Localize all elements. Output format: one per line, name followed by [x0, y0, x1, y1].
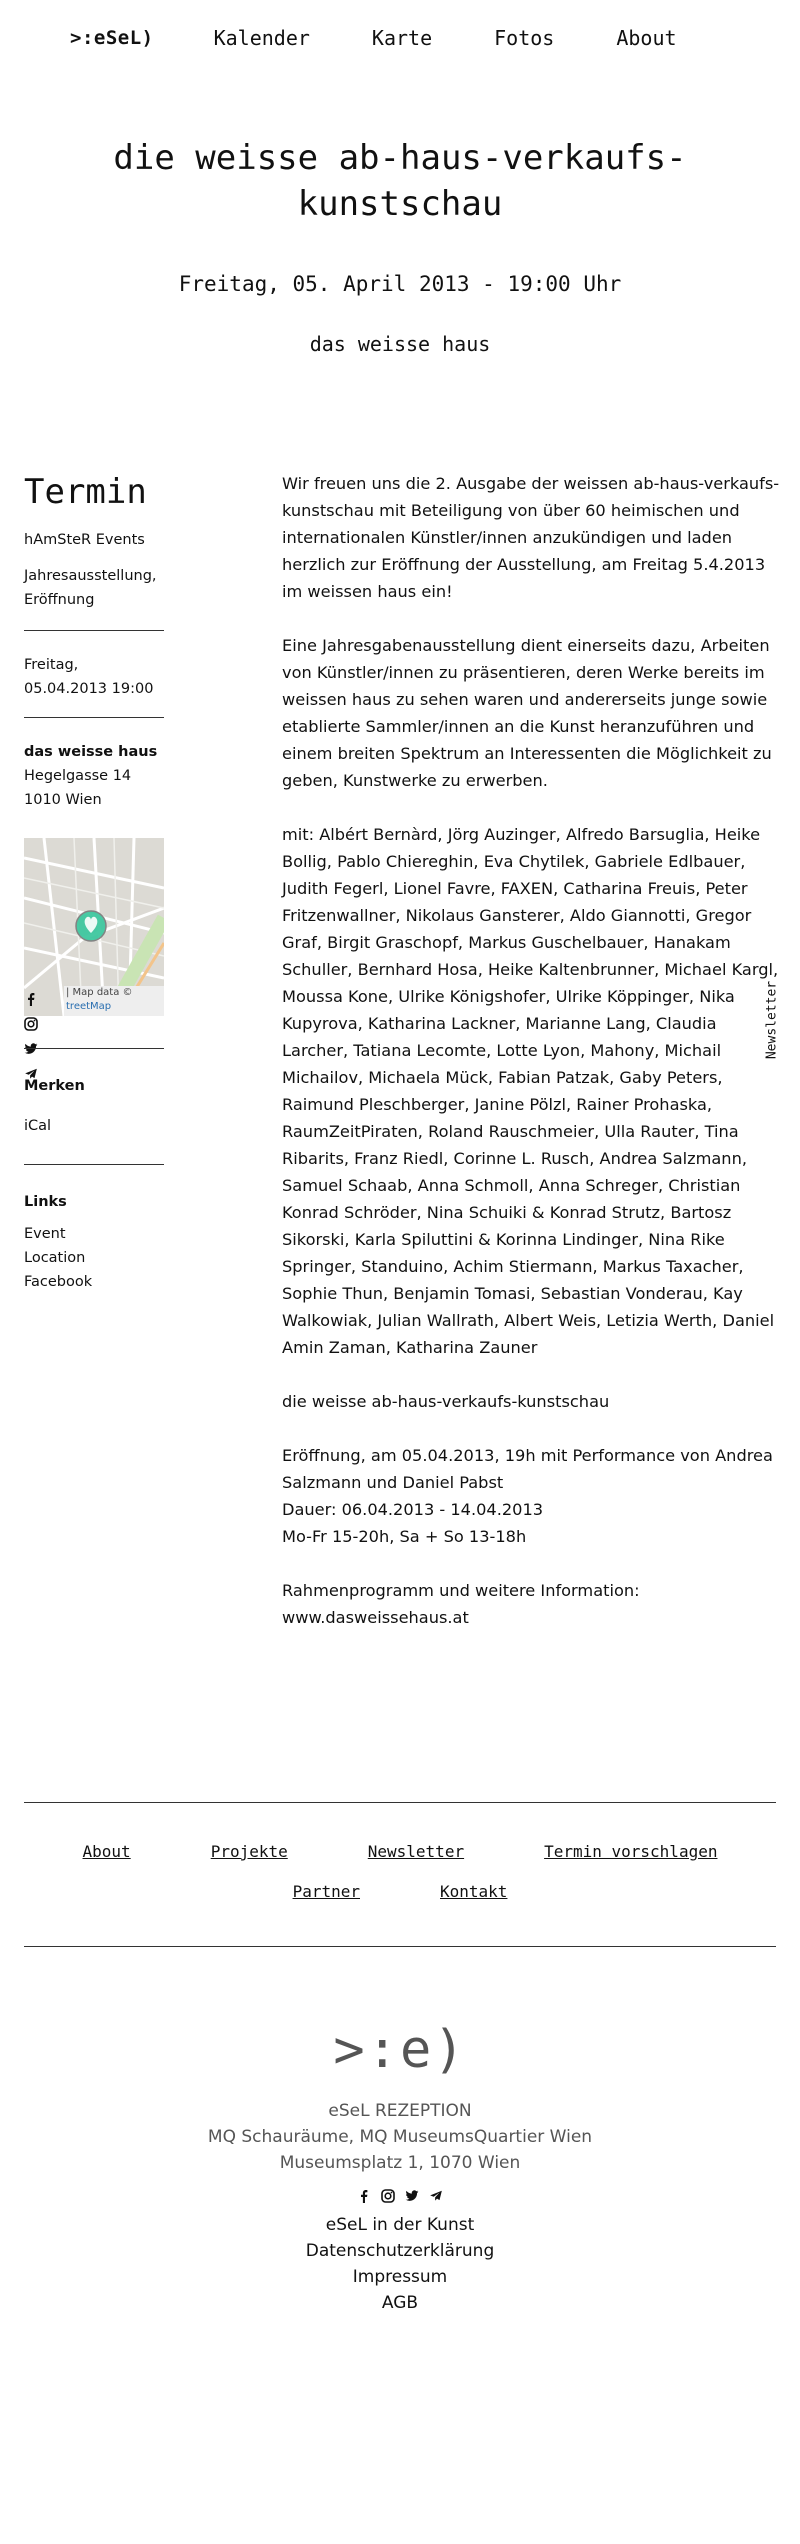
organizer[interactable]: hAmSteR Events [24, 532, 145, 548]
termin-sidebar [24, 470, 164, 1290]
reception-street: Museumsplatz 1, 1070 Wien [279, 2153, 521, 2173]
divider [24, 1164, 164, 1165]
footer-newsletter[interactable]: Newsletter [367, 1842, 465, 1861]
divider [24, 717, 164, 718]
event-category: Jahresausstellung, Eröffnung [24, 568, 157, 608]
divider [24, 630, 164, 631]
footer-termin-vorschlagen[interactable]: Termin vorschlagen [544, 1842, 718, 1861]
instagram-icon[interactable] [381, 2188, 396, 2203]
nav-about[interactable]: About [616, 26, 677, 50]
reception-address [0, 2098, 800, 2176]
description-paragraph: die weisse ab-haus-verkaufs-kunstschau [282, 1392, 610, 1411]
program-line: Rahmenprogramm und weitere Information: [282, 1581, 640, 1600]
sidebar-date-line2: 05.04.2013 19:00 [24, 681, 154, 697]
footer-projekte[interactable]: Projekte [210, 1842, 288, 1861]
program-info [282, 1577, 782, 1631]
footer-social-icons [0, 2188, 800, 2203]
footer-nav [0, 1842, 800, 1861]
sidebar-date-line1: Freitag, [24, 657, 79, 673]
top-nav [70, 22, 739, 54]
opening-info [282, 1442, 782, 1550]
link-event[interactable]: Event [24, 1226, 66, 1242]
link-facebook[interactable]: Facebook [24, 1274, 93, 1290]
ical-link[interactable]: iCal [24, 1118, 52, 1134]
location-name[interactable]: das weisse haus [24, 744, 158, 760]
twitter-icon[interactable] [405, 2188, 420, 2203]
instagram-icon[interactable] [24, 1015, 40, 1031]
artist-list: mit: Albért Bernàrd, Jörg Auzinger, Alfredo Barsuglia, Heike Bollig, Pablo Chiereghin, Eva Chytilek, Gabriele Edlbauer, Judith Fegerl, Lionel Favre, FAXEN, Catharina Freuis, Peter Fritzenwallner, Nikolaus Gansterer, Aldo Giannotti, Gregor Graf, Birgit Graschopf, Markus Guschelbauer, Hanakam Schuller, Bernhard Hosa, Heike Kaltenbrunner, Michael Kargl, Moussa Kone, Ulrike Königshofer, Ulrike Köppinger, Nika Kupyrova, Katharina Lackner, Marianne Lang, Claudia Larcher, Tatiana Lecomte, Lotte Lyon, Mahony, Michail Michailov, Michaela Mück, Fabian Patzak, Gaby Peters, Raimund Pleschberger, Janine Pölzl, Rainer Prohaska, RaumZeitPiraten, Roland Rauschmeier, Ulla Rauter, Tina Ribarits, Franz Riedl, Corinne L. Rusch, Andrea Salzmann, Samuel Schaab, Anna Schmoll, Anna Schreger, Christian Konrad Schröder, Nina Schuiki & Konrad Strutz, Bartosz Sikorski, Karla Spiluttini & Korinna Lindinger, Nina Rike Springer, Standuino, Achim Stiermann, Markus Taxacher, Sophie Thun, Benjamin Tomasi, Sebastian Vonderau, Kay Walkowiak, Julian Wallrath, Albert Weis, Letizia Werth, Daniel Amin Zaman, Katharina Zauner [282, 825, 779, 1357]
duration-line: Dauer: 06.04.2013 - 14.04.2013 [282, 1500, 544, 1519]
description-paragraph: Wir freuen uns die 2. Ausgabe der weissen ab-haus-verkaufs-kunstschau mit Beteiligung von über 60 heimischen und internationalen Künstler/innen anzukündigen und laden herzlich zur Eröffnung der Ausstellung, am Freitag 5.4.2013 im weissen haus ein! [282, 474, 780, 601]
program-url[interactable]: www.dasweissehaus.at [282, 1608, 469, 1627]
footer-datenschutz[interactable]: Datenschutzerklärung [305, 2241, 495, 2261]
divider [24, 1048, 164, 1049]
map-attribution: | Map data © treetMap [64, 986, 164, 1016]
reception-location: MQ Schauräume, MQ MuseumsQuartier Wien [207, 2127, 593, 2147]
event-datetime: Freitag, 05. April 2013 - 19:00 Uhr [178, 272, 622, 296]
location-city: 1010 Wien [24, 792, 102, 808]
link-location[interactable]: Location [24, 1250, 86, 1266]
footer-partner[interactable]: Partner [292, 1882, 360, 1901]
nav-kalender[interactable]: Kalender [213, 26, 310, 50]
site-logo[interactable]: >:eSeL) [70, 27, 154, 49]
nav-karte[interactable]: Karte [371, 26, 433, 50]
footer-divider [24, 1946, 776, 1947]
footer-about[interactable]: About [82, 1842, 131, 1861]
footer-esel-in-der-kunst[interactable]: eSeL in der Kunst [325, 2215, 475, 2235]
footer-agb[interactable]: AGB [381, 2293, 419, 2313]
location-map[interactable] [24, 838, 164, 1016]
location-street: Hegelgasse 14 [24, 768, 132, 784]
facebook-icon[interactable] [24, 990, 40, 1006]
footer-legal-links [0, 2212, 800, 2316]
footer-nav-secondary [0, 1882, 800, 1901]
facebook-icon[interactable] [357, 2188, 372, 2203]
event-venue[interactable]: das weisse haus [309, 332, 491, 356]
event-title: die weisse ab-haus-verkaufs-kunstschau [113, 138, 687, 224]
termin-heading: Termin [24, 472, 147, 512]
hours-line: Mo-Fr 15-20h, Sa + So 13-18h [282, 1527, 527, 1546]
telegram-icon[interactable] [429, 2188, 444, 2203]
reception-name: eSeL REZEPTION [328, 2101, 472, 2121]
nav-fotos[interactable]: Fotos [494, 26, 555, 50]
footer-impressum[interactable]: Impressum [352, 2267, 448, 2287]
description-paragraph: Eine Jahresgabenausstellung dient einerseits dazu, Arbeiten von Künstler/innen zu präsentieren, deren Werke bereits im weissen haus zu sehen waren und andererseits junge sowie etablierte Sammler/innen an die Kunst heranzuführen und einem breiten Spektrum an Interessenten die Möglichkeit zu geben, Kunstwerke zu erwerben. [282, 636, 772, 790]
newsletter-tab[interactable]: Newsletter [764, 980, 780, 1060]
footer-logo[interactable]: >:e) [333, 2020, 467, 2080]
footer-kontakt[interactable]: Kontakt [440, 1882, 508, 1901]
merken-heading: Merken [24, 1078, 85, 1094]
opening-line: Eröffnung, am 05.04.2013, 19h mit Performance von Andrea Salzmann und Daniel Pabst [282, 1446, 773, 1492]
footer-divider [24, 1802, 776, 1803]
links-heading: Links [24, 1194, 67, 1210]
event-description [282, 470, 782, 1658]
